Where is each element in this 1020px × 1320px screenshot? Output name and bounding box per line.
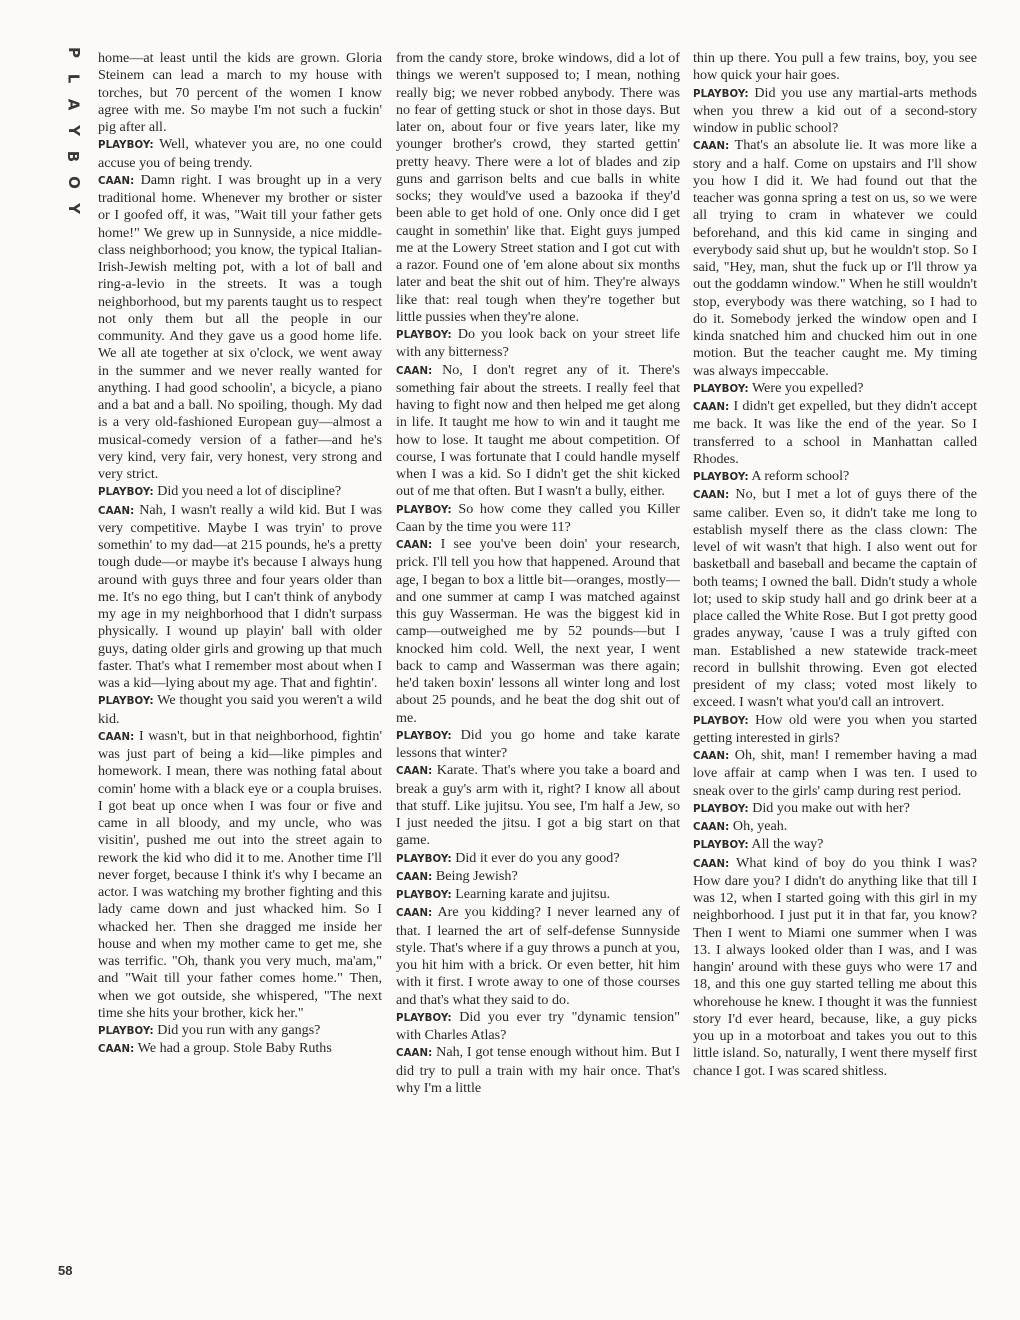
speaker-label: PLAYBOY: <box>693 88 749 100</box>
interview-paragraph <box>98 136 382 172</box>
speaker-label: PLAYBOY: <box>693 383 749 395</box>
speaker-label: CAAN: <box>693 822 730 833</box>
paragraph-text: A reform school? <box>751 468 850 484</box>
interview-paragraph <box>98 483 382 501</box>
interview-paragraph <box>396 1009 680 1045</box>
interview-paragraph <box>693 137 977 380</box>
interview-paragraph <box>693 836 977 854</box>
speaker-label: CAAN: <box>98 1044 135 1056</box>
paragraph-text: Karate. That's where you take a board and break a guy's arm with it, right? I know all about that stuff. Like jujitsu. You see, I'm half a Jew, so I just needed the jitsu. I got a big start on that game. <box>396 762 680 849</box>
interview-paragraph <box>98 50 382 136</box>
paragraph-text: Did you need a lot of discipline? <box>157 483 342 500</box>
speaker-label: CAAN: <box>693 751 730 762</box>
paragraph-text: No, but I met a lot of guys there of the same caliber. Even so, it didn't take me long to establish myself there as the class clown: The level of wit wasn't that high. I also went out for basketball and baseball and became the captain of both teams; I owned the ball. Didn't study a whole lot; used to skip study hall and go drink beer at a place called the White Rose. But I got pretty good grades anyway, 'cause I was a truly gifted con man. Established a new statewide track-meet record in bullshit throwing. Even got elected president of my class; voted most likely to exceed. I wasn't what you'd call an introvert. <box>693 486 977 711</box>
speaker-label: PLAYBOY: <box>693 803 749 815</box>
sidebar-letter: P <box>64 47 83 58</box>
speaker-label: CAAN: <box>396 871 433 883</box>
speaker-label: PLAYBOY: <box>98 140 154 152</box>
speaker-label: CAAN: <box>693 141 730 153</box>
interview-paragraph <box>693 747 977 800</box>
magazine-sidebar-logo <box>58 44 88 217</box>
interview-paragraph <box>693 398 977 468</box>
interview-paragraph <box>693 712 977 748</box>
speaker-label: CAAN: <box>693 490 730 502</box>
paragraph-text: from the candy store, broke windows, did a lot of things we weren't supposed to; I mean, nothing really big; we never robbed anybody. There was no fear of getting stuck or shot in those days. But later on, about four or five years later, like my younger brother's crowd, they started gettin' pretty heavy. There were a lot of blades and zip guns and garrison belts and cue balls in white socks; they would've used a bazooka if they'd been able to get hold of one. Only once did I get caught in somethin' like that. Eight guys jumped me at the Lowery Street station and I got cut with a razor. Found one of 'em alone about six months later and beat the shit out of him. They're always like that: real tough when they're together but little pussies when they're alone. <box>396 50 680 325</box>
text-column-1 <box>98 50 382 1059</box>
speaker-label: PLAYBOY: <box>693 840 749 852</box>
paragraph-text: Are you kidding? I never learned any of that. I learned the art of self-defense Sunnyside style. That's where if a guy throws a punch at you, you hit him with a brick. Or even better, hit him with it first. I wrote away to one of those courses and that's what they said to do. <box>396 904 680 1008</box>
paragraph-text: I wasn't, but in that neighborhood, fightin' was just part of being a kid—like pimples and homework. I mean, there was nothing fatal about comin' home with a black eye or a coupla bruises. I got beat up once when I was four or five and came in all bloody, and my uncle, who was visitin', pushed me out into the street again to rework the kid who did it to me. Another time I'll never forget, because I think it's why I became an actor. I was watching my brother fighting and this lady came down and just whacked him. So I whacked her. Then she dragged me inside her house and when my mother came to get me, she was terrific. "Oh, thank you very much, ma'am," and "Wait till your father comes home." Then, when we got outside, she whispered, "The next time she hits your brother, kick her." <box>98 727 382 1021</box>
paragraph-text: Nah, I wasn't really a wild kid. But I was very competitive. Maybe I was tryin' to prove somethin' to my dad—at 215 pounds, he's a pretty tough dude—or maybe it's because I always hung around with guys three and four years older than me. It's no ego thing, but I can't think of anybody my age in my neighborhood that I didn't surpass physically. I wound up playin' ball with older guys, dating older girls and growing up that much faster. That's what I remember most about when I was a kid—lying about my age. That and fightin'. <box>98 501 383 691</box>
paragraph-text: That's an absolute lie. It was more like a story and a half. Come on upstairs and I'll show you how I did it. We had found out that the teacher was gonna spring a test on us, so we were all trying to cram in whatever we could beforehand, and this kid came in singing and everybody said shut up, but he wouldn't stop. So I said, "Hey, man, shut the fuck up or I'll throw ya out the goddamn window." When he still wouldn't stop, everybody was there watching, so I had to do it. Somebody jerked the window open and I kinda snatched him and chucked him out in one motion. But the teacher caught me. My timing was always impeccable. <box>693 137 977 379</box>
speaker-label: PLAYBOY: <box>98 487 154 499</box>
paragraph-text: Do you look back on your street life with any bitterness? <box>396 326 680 361</box>
speaker-label: PLAYBOY: <box>396 1012 452 1024</box>
paragraph-text: Oh, yeah. <box>732 818 788 834</box>
speaker-label: PLAYBOY: <box>396 890 452 901</box>
interview-paragraph <box>396 727 680 763</box>
sidebar-letter: O <box>64 176 83 189</box>
speaker-label: PLAYBOY: <box>693 472 749 483</box>
interview-paragraph <box>396 50 680 326</box>
sidebar-letter: B <box>64 150 83 163</box>
interview-paragraph <box>98 692 382 728</box>
interview-paragraph <box>693 380 977 398</box>
sidebar-letter: Y <box>64 125 83 136</box>
sidebar-letter: A <box>64 98 83 111</box>
paragraph-text: Learning karate and jujitsu. <box>455 886 611 902</box>
speaker-label: PLAYBOY: <box>396 853 452 865</box>
speaker-label: CAAN: <box>693 402 730 413</box>
sidebar-letter: L <box>64 73 83 84</box>
speaker-label: CAAN: <box>396 365 433 377</box>
speaker-label: CAAN: <box>396 1048 433 1060</box>
interview-paragraph <box>396 904 680 1009</box>
speaker-label: CAAN: <box>693 858 730 870</box>
paragraph-text: How old were you when you started getting interested in girls? <box>693 711 977 746</box>
paragraph-text: No, I don't regret any of it. There's something fair about the streets. I really feel that having to fight now and then helped me get along in life. It taught me how to win and it taught me how to lose. It taught me about competition. Of course, I was fortunate that I could handle myself when I was a kid. So I didn't get the shit kicked out of me that often. But I wasn't a bully, either. <box>396 361 680 500</box>
text-column-2 <box>396 50 680 1097</box>
speaker-label: PLAYBOY: <box>693 715 749 727</box>
interview-paragraph <box>98 1040 382 1058</box>
paragraph-text: So how come they called you Killer Caan by the time you were 11? <box>396 500 680 535</box>
interview-paragraph <box>98 1022 382 1040</box>
paragraph-text: Well, whatever you are, no one could accuse you of being trendy. <box>98 136 382 171</box>
sidebar-letter: Y <box>64 203 83 214</box>
speaker-label: PLAYBOY: <box>396 504 452 516</box>
paragraph-text: Were you expelled? <box>751 379 864 396</box>
paragraph-text: Nah, I got tense enough without him. But I did try to pull a train with my hair once. That's why I'm a little <box>396 1044 680 1096</box>
interview-paragraph <box>396 886 680 904</box>
interview-paragraph <box>396 868 680 886</box>
paragraph-text: We thought you said you weren't a wild kid. <box>98 692 382 727</box>
interview-paragraph <box>396 536 680 727</box>
interview-paragraph <box>693 85 977 138</box>
interview-paragraph <box>98 172 382 484</box>
speaker-label: CAAN: <box>98 731 135 743</box>
speaker-label: CAAN: <box>98 505 135 517</box>
interview-paragraph <box>396 850 680 868</box>
interview-paragraph <box>693 818 977 836</box>
interview-paragraph <box>396 1044 680 1097</box>
paragraph-text: Did it ever do you any good? <box>455 849 620 866</box>
paragraph-text: We had a group. Stole Baby Ruths <box>137 1040 332 1057</box>
interview-paragraph <box>396 326 680 362</box>
speaker-label: PLAYBOY: <box>98 1026 154 1037</box>
interview-paragraph <box>693 855 977 1080</box>
text-column-3 <box>693 50 977 1080</box>
paragraph-text: Being Jewish? <box>435 867 518 884</box>
interview-paragraph <box>693 800 977 818</box>
paragraph-text: Did you go home and take karate lessons that winter? <box>396 726 680 761</box>
paragraph-text: Oh, shit, man! I remember having a mad love affair at camp when I was ten. I used to sneak over to the girls' camp during rest period. <box>693 747 977 799</box>
interview-paragraph <box>396 762 680 849</box>
page-number: 58 <box>58 1263 73 1278</box>
paragraph-text: I didn't get expelled, but they didn't accept me back. It was like the end of the year. So I transferred to a school in Manhattan called Rhodes. <box>693 398 977 467</box>
interview-paragraph <box>693 486 977 711</box>
paragraph-text: Did you make out with her? <box>752 799 910 816</box>
speaker-label: CAAN: <box>396 908 433 920</box>
paragraph-text: I see you've been doin' your research, prick. I'll tell you how that happened. Around that age, I began to box a little bit—oranges, mostly—and one summer at camp I was matched against this guy Wasserman. He was the biggest kid in camp—outweighed me by 52 pounds—but I knocked him cold. Well, the next year, I went back to camp and Wasserman was there again; he'd taken boxin' lessons all winter long and lost about 25 pounds, and he beat the dog shit out of me. <box>396 536 680 726</box>
paragraph-text: Did you run with any gangs? <box>157 1022 321 1038</box>
paragraph-text: Did you use any martial-arts methods when you threw a kid out of a second-story window in public school? <box>693 84 977 136</box>
paragraph-text: Damn right. I was brought up in a very traditional home. Whenever my brother or sister or I goofed off, it was, "Wait till your father gets home!" We grew up in Sunnyside, a nice middle-class neighborhood; you know, the typical Italian-Irish-Jewish melting pot, with a lot of ball and ring-a-levio in the streets. It was a tough neighborhood, but my parents taught us to respect not only them but all the people in our community. And they gave us a good home life. We all ate together at six o'clock, we went away in the summer and we never really wanted for anything. I had good schoolin', a bicycle, a piano and a bat and a ball. No spoiling, though. My dad is a very old-fashioned European guy—almost a musical-comedy version of a father—and he's very kind, very fair, very honest, very strong and very strict. <box>98 171 382 482</box>
interview-paragraph <box>693 50 977 85</box>
speaker-label: CAAN: <box>98 175 135 187</box>
speaker-label: PLAYBOY: <box>98 696 154 708</box>
paragraph-text: What kind of boy do you think I was? How dare you? I didn't do anything like that till I was 12, when I started going with this girl in my neighborhood. I just put it in that far, you know? Then I went to Miami one summer when I was 13. I always looked older than I was, and I was hangin' around with these guys who were 17 and 18, and this one guy started telling me about this whorehouse he knew. I thought it was the funniest story I'd ever heard, because, like, a guy picks you up in a motorboat and takes you out to this little island. So, naturally, I went there myself first chance I got. I was scared shitless. <box>693 854 978 1079</box>
paragraph-text: thin up there. You pull a few trains, boy, you see how quick your hair goes. <box>693 50 977 84</box>
speaker-label: CAAN: <box>396 766 433 778</box>
paragraph-text: All the way? <box>751 836 824 853</box>
paragraph-text: Did you ever try "dynamic tension" with Charles Atlas? <box>396 1008 680 1043</box>
speaker-label: CAAN: <box>396 540 433 551</box>
interview-paragraph <box>396 362 680 501</box>
interview-paragraph <box>693 468 977 486</box>
speaker-label: PLAYBOY: <box>396 730 452 742</box>
interview-paragraph <box>98 728 382 1022</box>
interview-paragraph <box>396 501 680 537</box>
paragraph-text: home—at least until the kids are grown. Gloria Steinem can lead a march to my house with torches, but 70 percent of the women I know agree with me. So maybe I'm not such a fuckin' pig after all. <box>98 50 382 135</box>
interview-paragraph <box>98 502 382 693</box>
speaker-label: PLAYBOY: <box>396 330 452 341</box>
